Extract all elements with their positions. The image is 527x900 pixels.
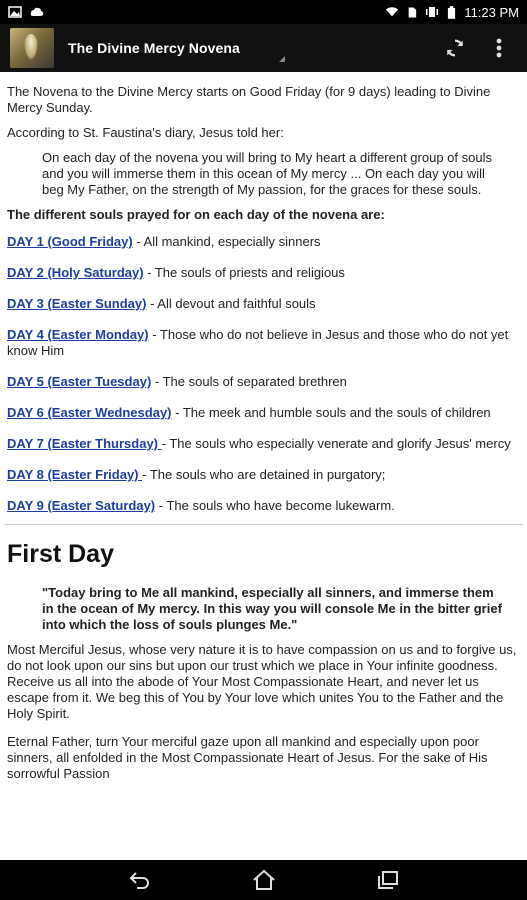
day-2-text: - The souls of priests and religious xyxy=(143,265,345,280)
overflow-menu-button[interactable] xyxy=(477,26,521,70)
day-5-text: - The souls of separated brethren xyxy=(151,374,347,389)
refresh-button[interactable] xyxy=(433,26,477,70)
according-text: According to St. Faustina's diary, Jesus told her: xyxy=(7,125,284,140)
day-1-link[interactable]: DAY 1 (Good Friday) xyxy=(7,234,133,249)
wifi-icon xyxy=(385,6,399,18)
first-day-heading: First Day xyxy=(7,540,114,568)
day-8-text: - The souls who are detained in purgatory; xyxy=(142,467,386,482)
day-2-link[interactable]: DAY 2 (Holy Saturday) xyxy=(7,265,144,280)
day-4-link[interactable]: DAY 4 (Easter Monday) xyxy=(7,327,149,342)
day-9-text: - The souls who have become lukewarm. xyxy=(155,498,395,513)
navigation-bar xyxy=(0,860,527,900)
home-button[interactable] xyxy=(244,862,284,898)
day-row-4 xyxy=(7,327,520,359)
novena-content[interactable] xyxy=(0,72,527,860)
first-day-quote: "Today bring to Me all mankind, especially all sinners, and immerse them in the ocean of My mercy. In this way you will console Me in the bitter grief into which the loss of souls plunges Me." xyxy=(42,585,502,632)
status-time: 11:23 PM xyxy=(464,4,519,20)
diary-quote: On each day of the novena you will bring to My heart a different group of souls and you will immerse them in this ocean of My mercy ... On each day you will beg My Father, on the strength of My passion, for the graces for these souls. xyxy=(42,150,492,197)
sim-card-icon xyxy=(407,6,417,19)
battery-icon xyxy=(447,6,456,19)
recents-button[interactable] xyxy=(368,862,408,898)
overflow-menu-icon xyxy=(495,37,503,59)
gallery-notification-icon xyxy=(8,6,22,18)
day-6-link[interactable]: DAY 6 (Easter Wednesday) xyxy=(7,405,172,420)
day-5-link[interactable]: DAY 5 (Easter Tuesday) xyxy=(7,374,152,389)
day-row-6 xyxy=(7,405,520,421)
intro-text: The Novena to the Divine Mercy starts on Good Friday (for 9 days) leading to Divine Mercy Sunday. xyxy=(7,84,491,115)
back-button[interactable] xyxy=(120,862,160,898)
status-bar xyxy=(0,0,527,24)
prayer-paragraph-1: Most Merciful Jesus, whose very nature it is to have compassion on us and to forgive us, do not look upon our sins but upon our trust which we place in Your infinite goodness. Receive us all into the abode of Your Most Compassionate Heart, and never let us escape from it. We beg this of You by Your love which unites You to the Father and the Holy Spirit. xyxy=(7,642,517,721)
day-row-2 xyxy=(7,265,520,281)
day-row-3 xyxy=(7,296,520,312)
app-logo-up-button[interactable] xyxy=(10,28,54,68)
day-4-text: - Those who do not believe in Jesus and those who do not yet know Him xyxy=(7,327,509,358)
day-7-text: - The souls who especially venerate and glorify Jesus' mercy xyxy=(161,436,511,451)
refresh-icon xyxy=(444,37,466,59)
day-row-7 xyxy=(7,436,520,452)
day-row-5 xyxy=(7,374,520,390)
app-title: The Divine Mercy Novena xyxy=(68,40,240,56)
day-row-8 xyxy=(7,467,520,483)
cloud-notification-icon xyxy=(30,6,44,18)
day-9-link[interactable]: DAY 9 (Easter Saturday) xyxy=(7,498,156,513)
action-bar xyxy=(0,24,527,72)
prayer-paragraph-2: Eternal Father, turn Your merciful gaze upon all mankind and especially upon poor sinners, all enfolded in the Most Compassionate Heart of Jesus. For the sake of His sorrowful Passion xyxy=(7,734,488,781)
day-6-text: - The meek and humble souls and the souls of children xyxy=(171,405,491,420)
day-3-text: - All devout and faithful souls xyxy=(146,296,316,311)
day-8-link[interactable]: DAY 8 (Easter Friday) xyxy=(7,467,143,482)
day-7-link[interactable]: DAY 7 (Easter Thursday) xyxy=(7,436,162,451)
day-row-1 xyxy=(7,234,520,250)
recents-icon xyxy=(377,870,399,890)
section-divider xyxy=(4,524,523,525)
back-icon xyxy=(128,870,152,890)
home-icon xyxy=(252,869,276,891)
souls-heading: The different souls prayed for on each day of the novena are: xyxy=(7,207,385,222)
vibrate-icon xyxy=(425,6,439,18)
spinner-caret-icon xyxy=(279,56,285,62)
day-row-9 xyxy=(7,498,520,514)
day-3-link[interactable]: DAY 3 (Easter Sunday) xyxy=(7,296,147,311)
day-1-text: - All mankind, especially sinners xyxy=(132,234,321,249)
